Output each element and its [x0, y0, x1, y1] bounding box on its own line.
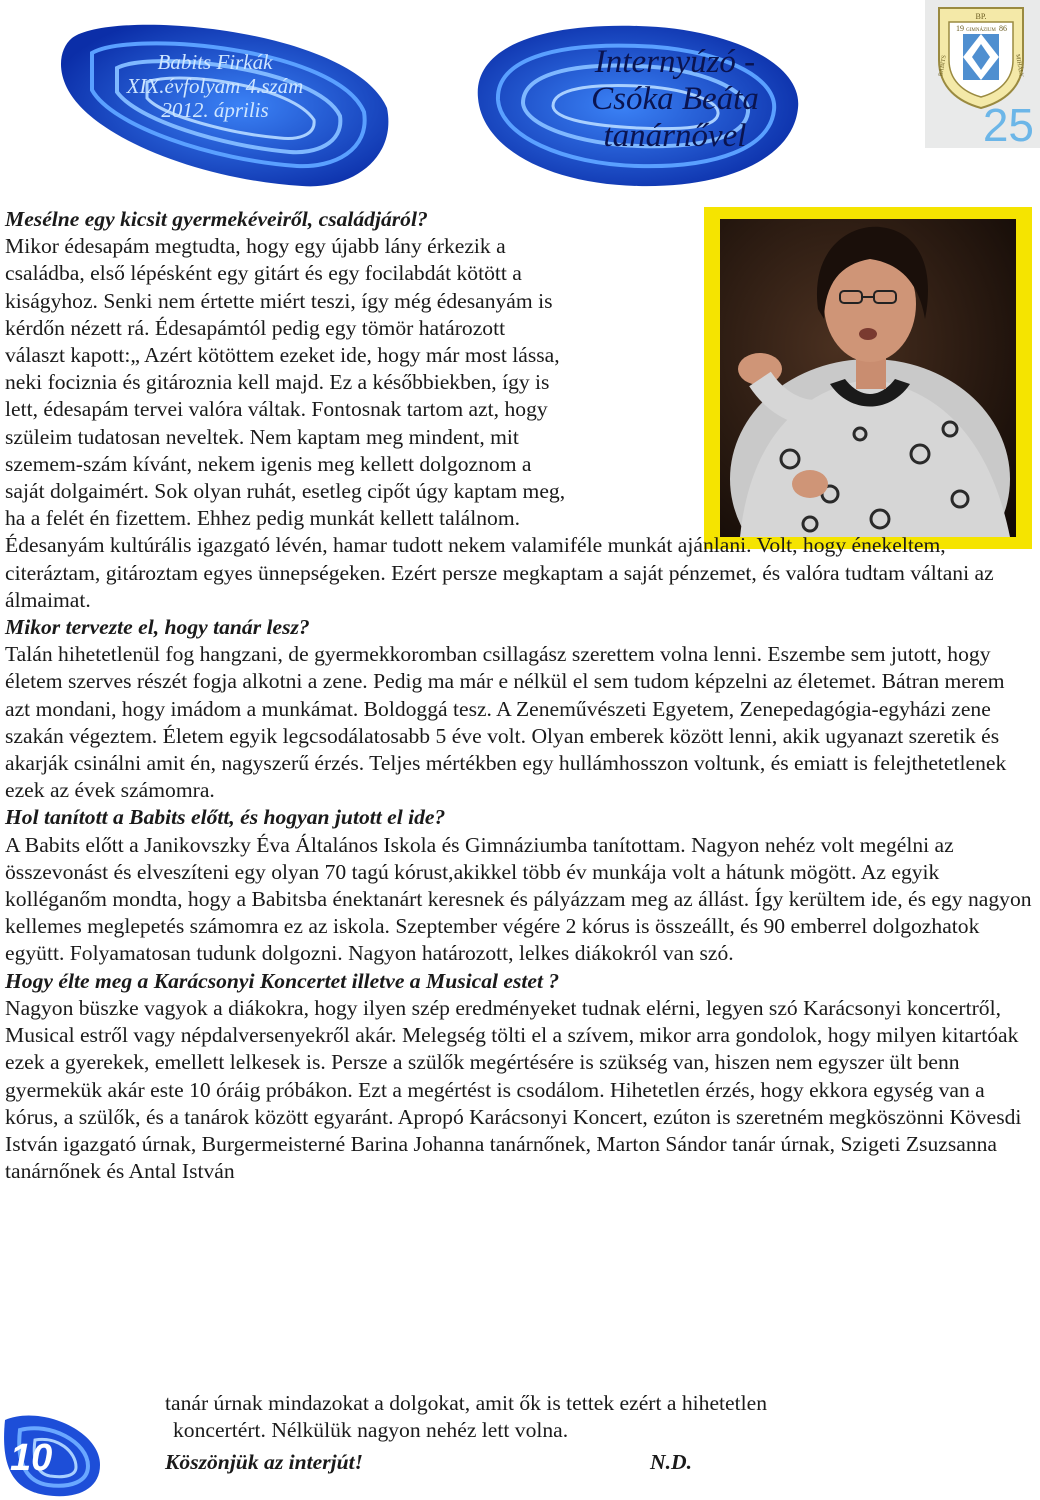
- answer-1-line: Mikor édesapám megtudta, hogy egy újabb lány érkezik a: [5, 234, 506, 259]
- author-initials: N.D.: [650, 1450, 692, 1474]
- svg-text:GIMNÁZIUM: GIMNÁZIUM: [966, 28, 996, 33]
- svg-text:19: 19: [956, 24, 964, 33]
- question-2: Mikor tervezte el, hogy tanár lesz?: [5, 615, 310, 640]
- masthead-volume: XIX.évfolyam 4.szám: [126, 74, 304, 99]
- answer-1-lines: [5, 233, 1032, 532]
- svg-text:BP.: BP.: [975, 12, 987, 21]
- question-3: Hol tanított a Babits előtt, és hogyan jutott el ide?: [5, 805, 446, 830]
- answer-1-tail: Édesanyám kultúrális igazgató lévén, hamar tudott nekem valamiféle munkát ajánlani. Volt, hogy énekeltem, citeráztam, gitároztam egyes ünnepségeken. Ezért persze megkaptam a saját pénzemet, és valóra tudtam váltani az álmaimat.: [5, 533, 994, 612]
- answer-1-line: kérdőn nézett rá. Édesapámtól pedig egy tömör határozott: [5, 315, 506, 340]
- answer-1-line: kiságyhoz. Senki nem értette miért teszi, így még édesanyám is: [5, 288, 553, 313]
- svg-text:BABITS: BABITS: [938, 54, 948, 77]
- page-label: 25: [982, 99, 1034, 151]
- svg-text:MIHÁLY: MIHÁLY: [1013, 53, 1024, 78]
- article-title: [540, 44, 810, 155]
- article-top: [5, 206, 1032, 1185]
- answer-1-line: saját dolgaimért. Sok olyan ruhát, esetleg cipőt úgy kaptam meg,: [5, 479, 566, 504]
- school-logo-box: [925, 0, 1040, 151]
- answer-4-line-3: koncertért. Nélkülük nagyon nehéz lett volna.: [173, 1418, 569, 1443]
- title-line-1: Internyúzó -: [594, 44, 756, 80]
- answer-1-line: neki fociznia és gitároznia kell majd. Ez a későbbiekben, így is: [5, 370, 550, 395]
- answer-1-line: szemem-szám kívánt, nekem igenis meg kellett dolgoznom a: [5, 451, 532, 476]
- answer-4-line-2: tanár úrnak mindazokat a dolgokat, amit ők is tettek ezért a hihetetlen: [165, 1391, 767, 1415]
- answer-1-line: családba, első lépésként egy gitárt és egy focilabdát kötött a: [5, 261, 522, 286]
- answer-1-line: választ kapott:„ Azért kötöttem ezeket ide, hogy már most lássa,: [5, 343, 560, 368]
- answer-1-line: lett, édesapám tervei valóra váltak. Fontosnak tartom azt, hogy: [5, 397, 548, 422]
- title-line-3: tanárnővel: [603, 117, 747, 154]
- question-1: Mesélne egy kicsit gyermekéveiről, családjáról?: [5, 207, 428, 231]
- question-4: Hogy élte meg a Karácsonyi Koncertet illetve a Musical estet ?: [5, 968, 560, 993]
- answer-1-line: ha a felét én fizettem. Ehhez pedig munkát kellett találnom.: [5, 506, 521, 531]
- answer-2: Talán hihetetlenül fog hangzani, de gyermekkoromban csillagász szerettem volna lenni. Eszembe sem jutott, hogy életem szerves részét fogja alkotni a zene. Pedig ma már e nélkül el sem tudom képzelni az életemet. Bátran merem azt mondani, hogy imádom a munkámat. Boldoggá tesz. A Zeneművészeti Egyetem, Zenepedagógia-egyházi zene szakán végeztem. Életem egyik legcsodálatosabb 5 éve volt. Olyan emberek között lenni, akik ugyanazt szeretik és akarják csinálni amit én, nagyszerű érzés. Teljes mértékben egy hullámhosszon voltunk, és emiatt is felejthetetlenek ezek az évek számomra.: [5, 642, 1007, 803]
- masthead-date: 2012. április: [161, 98, 269, 123]
- thanks-line: Köszönjük az interjút!: [165, 1450, 364, 1474]
- title-line-2: Csóka Beáta: [591, 80, 759, 117]
- svg-text:86: 86: [999, 24, 1007, 33]
- answer-3: A Babits előtt a Janikovszky Éva Általános Iskola és Gimnáziumba tanítottam. Nagyon nehéz volt megélni az összevonást és elveszíteni egy olyan 70 tagú kórust,akikkel több év munkája volt a hátunk mögött. Az egyik kolléganőm mondta, hogy a Babitsba énektanárt keresnek és pályázzam meg az állást. Így kerültem ide, és egy nagyon kellemes meglepetés számomra ez az iskola. Szeptember végére 2 kórus is összeállt, és 90 emberrel dolgozhatok együtt. Folyamatosan tudunk dolgozni. Nagyon határozott, lelkes diákokról van szó.: [5, 832, 1032, 966]
- school-crest-icon: [925, 0, 1040, 110]
- answer-4: Nagyon büszke vagyok a diákokra, hogy ilyen szép eredményeket tudnak elérni, legyen szó Karácsonyi koncertről, Musical estről vagy népdalversenyekről akár. Melegség tölti el a szívem, mikor arra gondolok, hogy milyen kitartóak ezek a gyerekek, emellett lelkesek is. Persze a szülők megértésére is szükség van, hiszen nem egyszer ült benn gyermekük akár este 10 óráig próbákon. Ezt a megértést is csodálom. Hihetetlen érzés, hogy ekkora egység van a kórus, a szülők, és a tanárok között egyaránt. Apropó Karácsonyi Koncert, ezúton is szeretném megköszönni Kövesdi István igazgató úrnak, Burgermeisterné Barina Johanna tanárnőnek, Marton Sándor tanár úrnak, Szigeti Zsuzsanna tanárnőnek és Antal István: [5, 995, 1022, 1184]
- answer-1-line: szüleim tudatosan neveltek. Nem kaptam meg mindent, mit: [5, 424, 519, 449]
- page-number: 10: [10, 1437, 53, 1479]
- article-ending: [165, 1390, 767, 1444]
- masthead: [95, 50, 335, 122]
- masthead-title: Babits Firkák: [157, 50, 273, 74]
